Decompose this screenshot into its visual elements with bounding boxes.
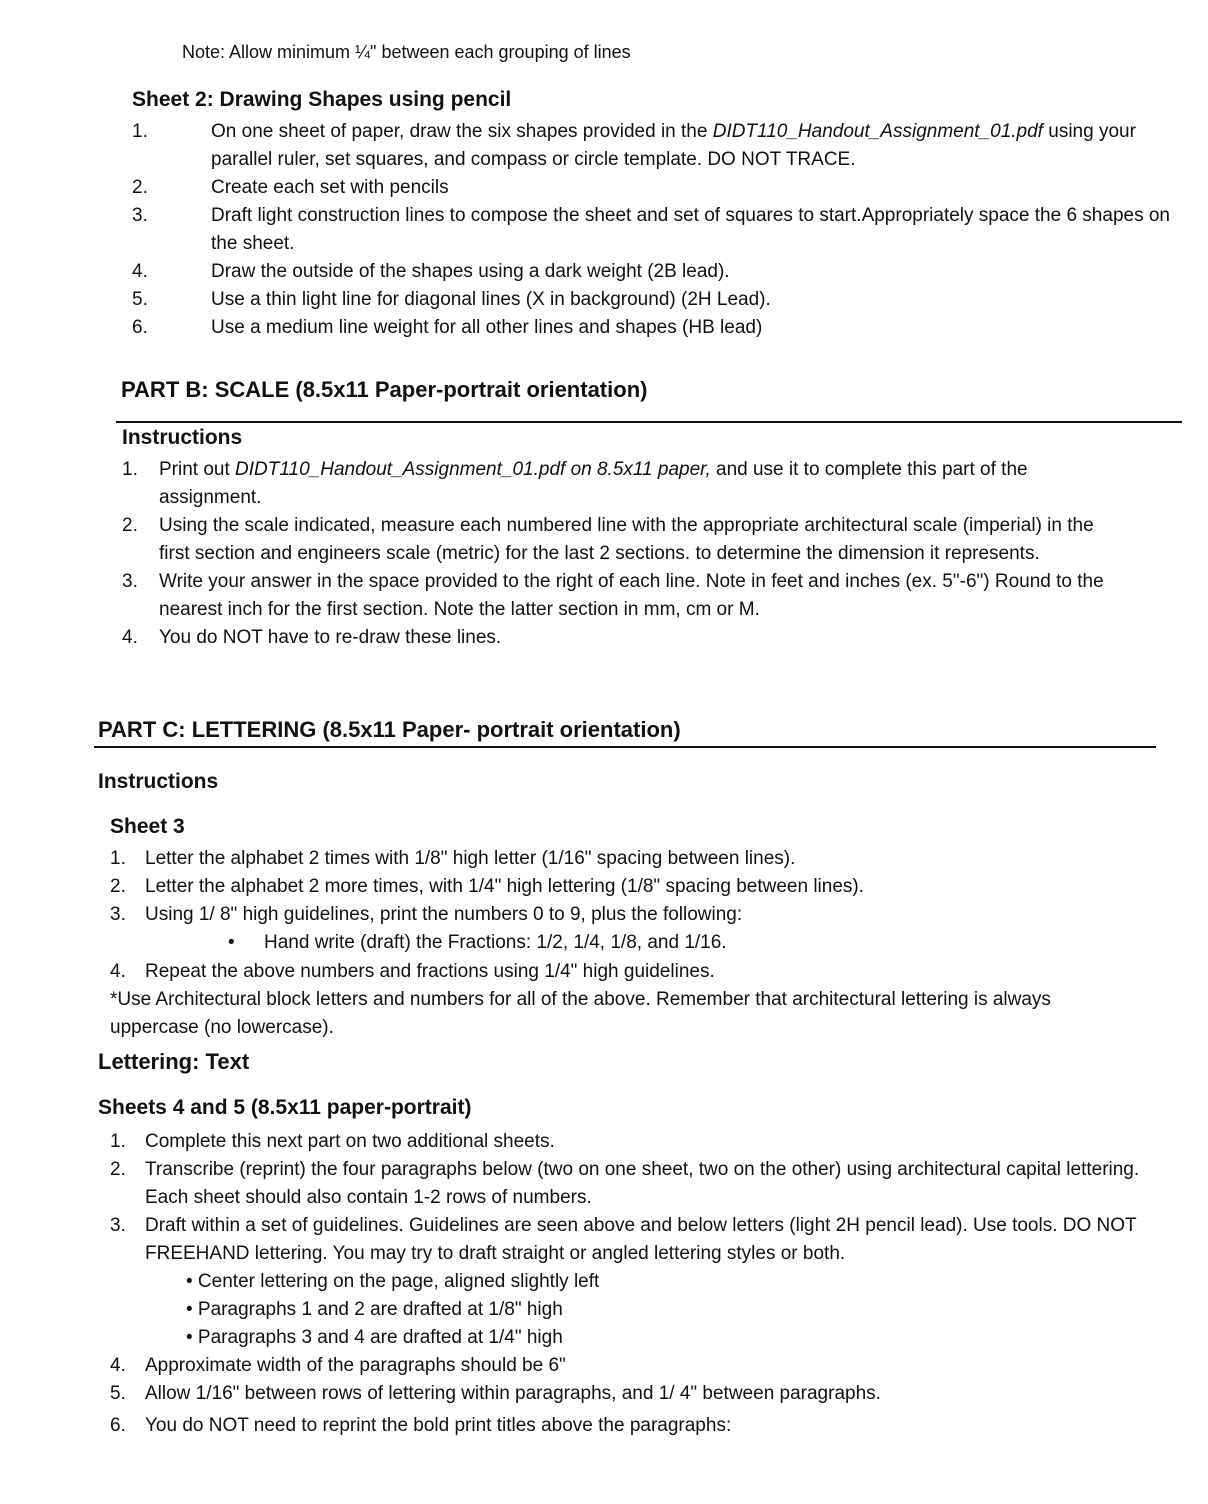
part-b-instructions-heading: Instructions [122, 426, 243, 449]
spacing-note: Note: Allow minimum ¼" between each grouping of lines [182, 42, 631, 62]
sheets-4-5-list-continued [110, 1352, 1160, 1440]
list-item: 2. Create each set with pencils [132, 177, 449, 198]
list-item: 3. Draft light construction lines to compose the sheet and set of squares to start.Appropriately space the 6 shapes on the sheet. [132, 205, 1170, 254]
list-item: 5. Use a thin light line for diagonal lines (X in background) (2H Lead). [132, 289, 771, 310]
list-item: 1. On one sheet of paper, draw the six shapes provided in the DIDT110_Handout_Assignment_01.pdf using your parallel ruler, set squares, and compass or circle template. DO NOT TRACE. [132, 121, 1136, 170]
fractions-bullet-text: Hand write (draft) the Fractions: 1/2, 1/4, 1/8, and 1/16. [264, 932, 727, 953]
list-item: 4. Approximate width of the paragraphs should be 6" [110, 1355, 566, 1376]
sheet2-title: Sheet 2: Drawing Shapes using pencil [132, 88, 512, 111]
sheet3-heading: Sheet 3 [110, 815, 185, 838]
list-item: • Center lettering on the page, aligned slightly left [186, 1271, 600, 1292]
list-item: 3. Write your answer in the space provided to the right of each line. Note in feet and inches (ex. 5"-6") Round to the nearest inch for the first section. Note the latter section in mm, cm or M. [122, 571, 1104, 620]
part-c-instructions-heading: Instructions [98, 770, 219, 793]
part-b-divider [116, 421, 1182, 423]
part-c-heading: PART C: LETTERING (8.5x11 Paper- portrait orientation) [98, 717, 681, 742]
list-item: 2. Transcribe (reprint) the four paragraphs below (two on one sheet, two on the other) using architectural capital lettering. Each sheet should also contain 1-2 rows of numbers. [110, 1159, 1140, 1208]
lettering-text-heading: Lettering: Text [98, 1049, 250, 1074]
list-item: 4. Draw the outside of the shapes using a dark weight (2B lead). [132, 261, 730, 282]
part-b-heading: PART B: SCALE (8.5x11 Paper-portrait orientation) [121, 377, 648, 402]
list-item: 1. Print out DIDT110_Handout_Assignment_01.pdf on 8.5x11 paper, and use it to complete this part of the assignment. [122, 459, 1028, 508]
list-item: 4. You do NOT have to re-draw these lines. [122, 627, 502, 648]
list-item: 1. Letter the alphabet 2 times with 1/8" high letter (1/16" spacing between lines). [110, 848, 796, 869]
list-item: 2. Using the scale indicated, measure each numbered line with the appropriate architectural scale (imperial) in the first section and engineers scale (metric) for the last 2 sections. to determine the dimension it represents. [122, 515, 1094, 564]
list-item: 1. Complete this next part on two additional sheets. [110, 1131, 555, 1152]
bullet-dot-icon: • [228, 932, 235, 953]
list-item: 3. Using 1/ 8" high guidelines, print the numbers 0 to 9, plus the following: [110, 904, 743, 925]
sheets-4-5-heading: Sheets 4 and 5 (8.5x11 paper-portrait) [98, 1096, 472, 1119]
uppercase-note: *Use Architectural block letters and numbers for all of the above. Remember that architectural lettering is always uppercase (no lowercase). [110, 989, 1051, 1038]
list-item: 6. You do NOT need to reprint the bold print titles above the paragraphs: [110, 1415, 732, 1436]
part-c-divider [94, 746, 1156, 748]
list-item: • Paragraphs 1 and 2 are drafted at 1/8" high [186, 1299, 563, 1320]
part-b-list [122, 456, 1122, 652]
list-item: 3. Draft within a set of guidelines. Guidelines are seen above and below letters (light 2H pencil lead). Use tools. DO NOT FREEHAND lettering. You may try to draft straight or angled lettering styles or both. [110, 1215, 1137, 1264]
sheets-4-5-list [110, 1128, 1160, 1268]
list-item: 5. Allow 1/16" between rows of lettering within paragraphs, and 1/ 4" between paragraphs. [110, 1383, 881, 1404]
lettering-sub-bullets [186, 1268, 599, 1352]
list-item: • Paragraphs 3 and 4 are drafted at 1/4" high [186, 1327, 563, 1348]
list-item: 6. Use a medium line weight for all other lines and shapes (HB lead) [132, 317, 763, 338]
sheet3-list [110, 845, 1150, 929]
sheet2-list [132, 118, 1172, 342]
list-item: 2. Letter the alphabet 2 more times, with 1/4" high lettering (1/8" spacing between lines). [110, 876, 865, 897]
